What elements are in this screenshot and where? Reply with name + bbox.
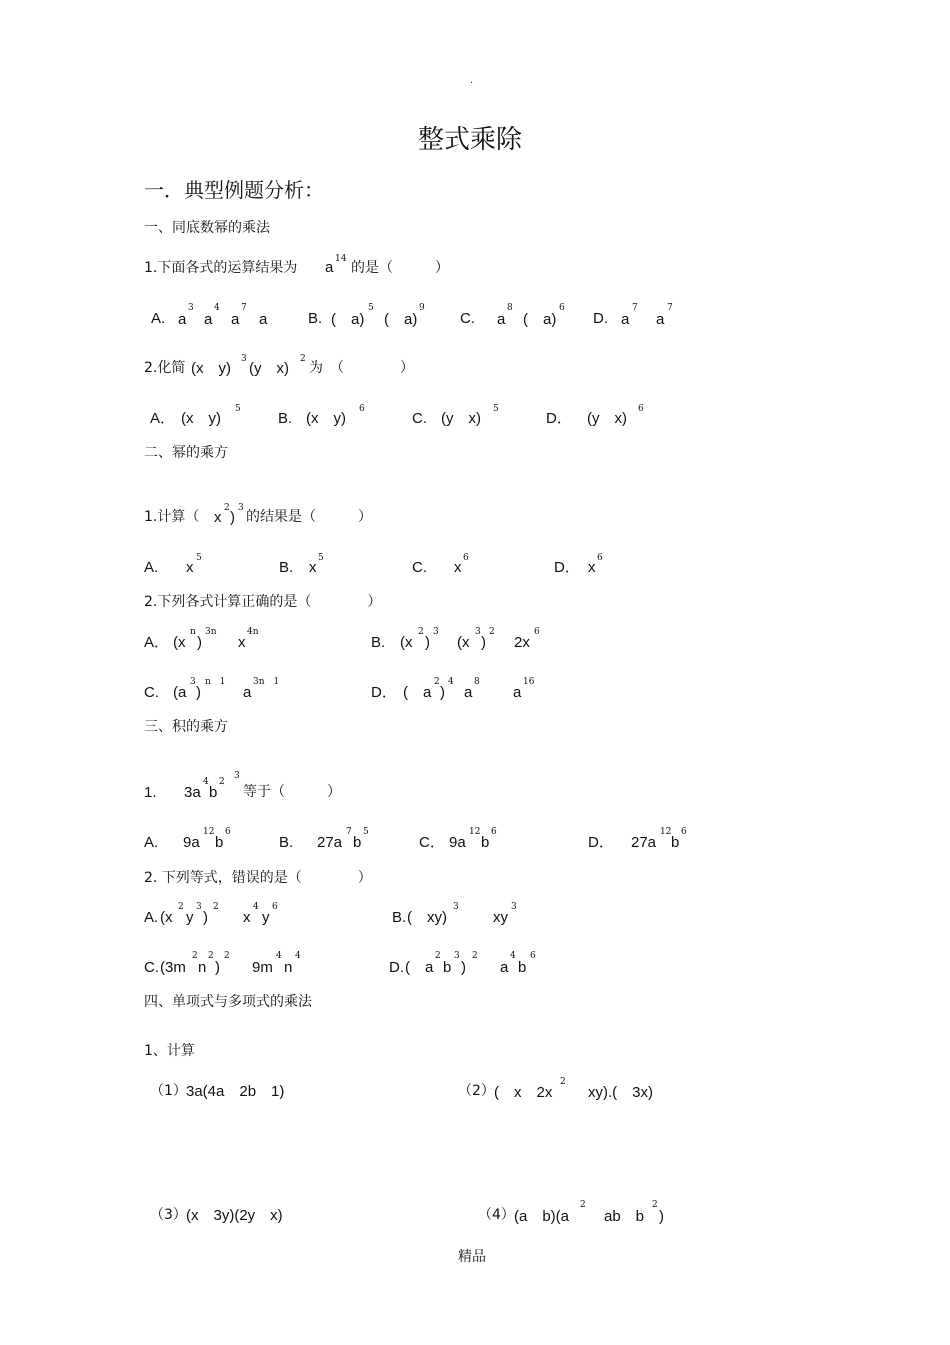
option-c: C． xyxy=(419,834,445,851)
option-c: C. xyxy=(144,959,159,976)
option-b: B. xyxy=(308,310,323,327)
s3-question-2: 2. 下列等式，错误的是（ ） xyxy=(144,870,372,886)
option-d: D. xyxy=(389,959,404,976)
option-b: B. xyxy=(371,634,386,651)
option-c: C. xyxy=(460,310,475,327)
page-title: 整式乘除 xyxy=(418,125,523,155)
subsection-heading-power-of-power: 二、幂的乘方 xyxy=(144,445,228,461)
header-dot: . xyxy=(470,75,474,86)
option-a: A. xyxy=(144,834,159,851)
section-heading-examples: 一．典型例题分析： xyxy=(144,178,324,202)
subsection-heading-same-base: 一、同底数幂的乘法 xyxy=(144,220,270,236)
option-a: A． xyxy=(144,634,170,651)
option-a: A. xyxy=(144,559,159,576)
s4-subheading: 1、计算 xyxy=(144,1043,195,1059)
option-c: C. xyxy=(144,684,159,701)
option-c: C. xyxy=(412,559,427,576)
page-footer: 精品 xyxy=(458,1249,486,1265)
subsection-heading-power-of-product: 三、积的乘方 xyxy=(144,719,228,735)
option-c: C. xyxy=(412,410,427,427)
option-d: D. xyxy=(593,310,608,327)
option-d: D． xyxy=(546,410,572,427)
option-d: D． xyxy=(554,559,580,576)
option-a: A. xyxy=(144,909,159,926)
option-b: B. xyxy=(279,834,294,851)
subsection-heading-monomial-polynomial: 四、单项式与多项式的乘法 xyxy=(144,994,312,1010)
option-b: B. xyxy=(279,559,294,576)
option-d: D． xyxy=(588,834,614,851)
option-a: A． xyxy=(150,410,176,427)
option-a: A. xyxy=(151,310,166,327)
option-b: B. xyxy=(392,909,407,926)
option-d: D． xyxy=(371,684,397,701)
s2-question-2: 2.下列各式计算正确的是（ ） xyxy=(144,594,382,610)
option-b: B. xyxy=(278,410,293,427)
